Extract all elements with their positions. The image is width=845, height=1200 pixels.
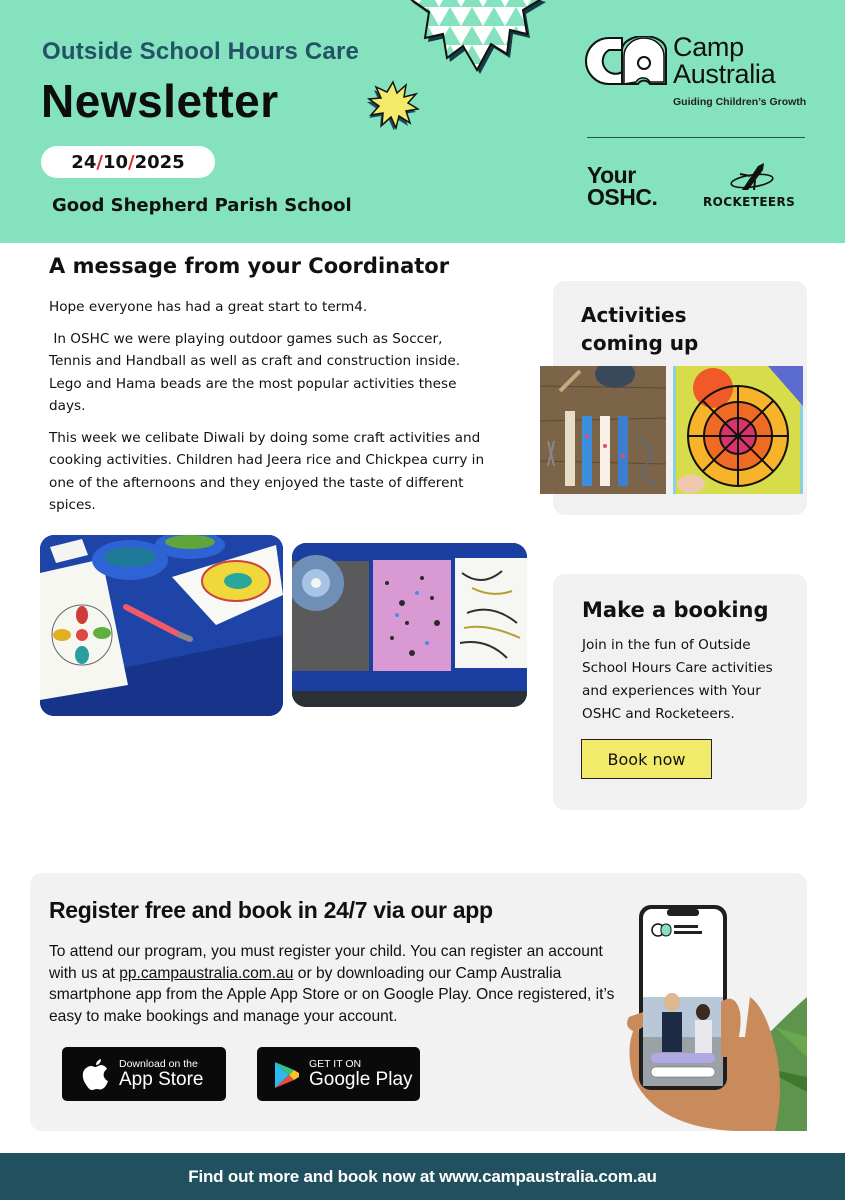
date-month: 10 bbox=[102, 151, 128, 173]
footer-cta[interactable]: Find out more and book now at www.campaustralia.com.au bbox=[188, 1166, 657, 1186]
app-store-button[interactable] bbox=[62, 1047, 226, 1101]
message-paragraph: This week we celibate Diwali by doing some craft activities and cooking activities. Children had Jeera rice and Chickpea curry in one of the afternoons and they enjoyed the taste of different spices. bbox=[49, 429, 489, 513]
rocket-icon bbox=[728, 160, 778, 194]
phone-app-illustration bbox=[625, 887, 807, 1131]
register-heading: Register free and book in 24/7 via our app bbox=[49, 897, 493, 923]
brand-name-line1: Camp bbox=[673, 32, 744, 62]
weaving-craft-photo bbox=[540, 366, 666, 494]
logo-divider bbox=[587, 137, 805, 138]
date-separator: / bbox=[96, 151, 103, 173]
app-store-big-text: App Store bbox=[119, 1069, 204, 1090]
brand-tagline: Guiding Children’s Growth bbox=[673, 96, 807, 108]
school-name: Good Shepherd Parish School bbox=[52, 195, 352, 216]
google-play-small-text: GET IT ON bbox=[309, 1058, 362, 1070]
header-title: Newsletter bbox=[41, 75, 279, 127]
activities-heading-line2: coming up bbox=[581, 331, 699, 355]
paintings-photo bbox=[292, 543, 527, 707]
yellow-star-icon bbox=[366, 80, 420, 130]
spiderweb-art-photo bbox=[673, 366, 803, 494]
date-badge bbox=[41, 146, 215, 178]
app-store-small-text: Download on the bbox=[119, 1058, 198, 1070]
brand-name-line2: Australia bbox=[673, 59, 776, 89]
rocketeers-logo-text: ROCKETEERS bbox=[703, 195, 796, 209]
google-play-big-text: Google Play bbox=[309, 1069, 413, 1090]
header-subtitle: Outside School Hours Care bbox=[42, 38, 360, 65]
footer-bar bbox=[0, 1153, 845, 1200]
activities-card bbox=[553, 281, 807, 515]
register-text: or by downloading our Camp Australia smartphone app from the Apple App Store or on Google Play. Once registered, it’s easy to make bookings and manage your account. bbox=[49, 964, 615, 1025]
pattern-starburst-icon bbox=[395, 0, 555, 88]
date-separator: / bbox=[128, 151, 135, 173]
coordinator-heading: A message from your Coordinator bbox=[49, 254, 450, 278]
your-oshc-logo bbox=[587, 164, 657, 208]
message-paragraph: In OSHC we were playing outdoor games such as Soccer, Tennis and Handball as well as craft and construction inside. Lego and Hama beads are the most popular activities these days. bbox=[49, 330, 465, 414]
date-year: 2025 bbox=[134, 151, 185, 173]
activities-heading bbox=[581, 301, 698, 357]
camp-australia-logo-icon bbox=[584, 36, 670, 86]
newsletter-header bbox=[0, 0, 845, 243]
rangoli-craft-photo bbox=[40, 535, 283, 716]
register-description bbox=[49, 941, 624, 1027]
booking-heading: Make a booking bbox=[582, 598, 769, 622]
booking-card bbox=[553, 574, 807, 810]
coordinator-message bbox=[49, 296, 489, 526]
google-play-button[interactable] bbox=[257, 1047, 420, 1101]
message-paragraph: Hope everyone has had a great start to term4. bbox=[49, 299, 368, 315]
activities-heading-line1: Activities bbox=[581, 303, 687, 327]
register-text: To attend our program, you must register your child. You can register an account with us at bbox=[49, 943, 603, 982]
register-section bbox=[30, 873, 807, 1131]
camp-australia-wordmark bbox=[673, 34, 775, 88]
date-day: 24 bbox=[71, 151, 97, 173]
google-play-icon bbox=[274, 1061, 300, 1089]
apple-icon bbox=[80, 1059, 110, 1091]
your-oshc-line1: Your bbox=[587, 162, 636, 188]
your-oshc-line2: OSHC. bbox=[587, 184, 658, 210]
booking-description: Join in the fun of Outside School Hours Care activities and experiences with Your OSHC and Rocketeers. bbox=[582, 637, 773, 722]
parent-portal-link[interactable]: pp.campaustralia.com.au bbox=[119, 964, 294, 982]
book-now-button[interactable]: Book now bbox=[581, 739, 712, 779]
